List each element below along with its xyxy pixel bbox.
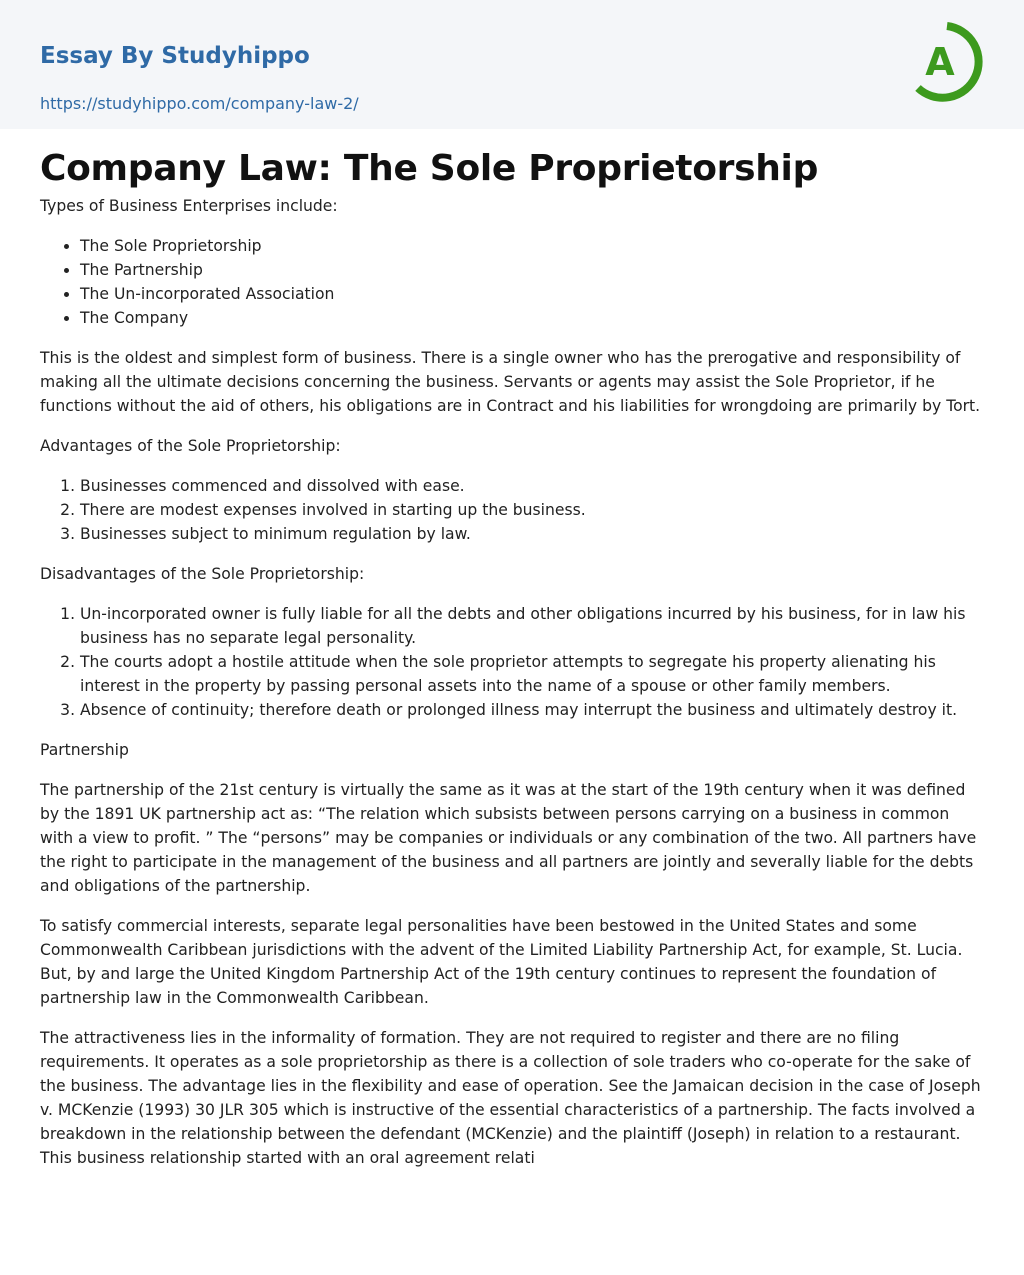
sole-proprietorship-description: This is the oldest and simplest form of business. There is a single owner who has the prerogative and responsibility of making all the ultimate decisions concerning the business. Servants or agents may assist the Sole Proprietor, if he functions without the aid of others, his obligations are in Contract and his liabilities for wrongdoing are primarily by Tort. <box>40 349 981 415</box>
partnership-paragraph: To satisfy commercial interests, separate legal personalities have been bestowed in the United States and some Commonwealth Caribbean jurisdictions with the advent of the Limited Liability Partnership Act, for example, St. Lucia. But, by and large the United Kingdom Partnership Act of the 19th century continues to represent the foundation of partnership law in the Commonwealth Caribbean. <box>40 917 963 1007</box>
article-body <box>0 129 1024 1170</box>
advantages-heading: Advantages of the Sole Proprietorship: <box>40 437 341 455</box>
brand-title: Essay By Studyhippo <box>40 43 310 69</box>
disadvantages-heading: Disadvantages of the Sole Proprietorship: <box>40 565 365 583</box>
list-item: 2. The courts adopt a hostile attitude when the sole proprietor attempts to segregate his property alienating his interest in the property by passing personal assets into the name of a spouse or other family members. <box>80 650 984 698</box>
disadvantages-list <box>40 602 984 722</box>
studyhippo-logo-icon <box>912 18 988 106</box>
article-title: Company Law: The Sole Proprietorship <box>40 148 819 189</box>
list-item: • The Partnership <box>80 258 984 282</box>
partnership-paragraph: The partnership of the 21st century is virtually the same as it was at the start of the 19th century when it was defined by the 1891 UK partnership act as: “The relation which subsists between persons carrying on a business in common with a view to profit. ” The “persons” may be companies or individuals or any combination of the two. All partners have the right to participate in the management of the business and all partners are jointly and severally liable for the debts and obligations of the partnership. <box>40 781 977 895</box>
partnership-heading: Partnership <box>40 741 129 759</box>
partnership-paragraph: The attractiveness lies in the informality of formation. They are not required to register and there are no filing requirements. It operates as a sole proprietorship as there is a collection of sole traders who co-operate for the sake of the business. The advantage lies in the flexibility and ease of operation. See the Jamaican decision in the case of Joseph v. MCKenzie (1993) 30 JLR 305 which is instructive of the essential characteristics of a partnership. The facts involved a breakdown in the relationship between the defendant (MCKenzie) and the plaintiff (Joseph) in relation to a restaurant. This business relationship started with an oral agreement relati <box>40 1029 981 1167</box>
list-item: • The Sole Proprietorship <box>80 234 984 258</box>
list-item: 1. Businesses commenced and dissolved with ease. <box>80 474 984 498</box>
types-intro: Types of Business Enterprises include: <box>40 197 338 215</box>
list-item: 3. Businesses subject to minimum regulation by law. <box>80 522 984 546</box>
business-types-list <box>40 234 984 330</box>
list-item: 1. Un-incorporated owner is fully liable for all the debts and other obligations incurred by his business, for in law his business has no separate legal personality. <box>80 602 984 650</box>
advantages-list <box>40 474 984 546</box>
list-item: 3. Absence of continuity; therefore death or prolonged illness may interrupt the business and ultimately destroy it. <box>80 698 984 722</box>
list-item: • The Company <box>80 306 984 330</box>
list-item: 2. There are modest expenses involved in starting up the business. <box>80 498 984 522</box>
list-item: • The Un-incorporated Association <box>80 282 984 306</box>
source-url-link[interactable]: https://studyhippo.com/company-law-2/ <box>40 94 359 113</box>
site-header <box>0 0 1024 129</box>
logo-letter: A <box>925 40 955 84</box>
